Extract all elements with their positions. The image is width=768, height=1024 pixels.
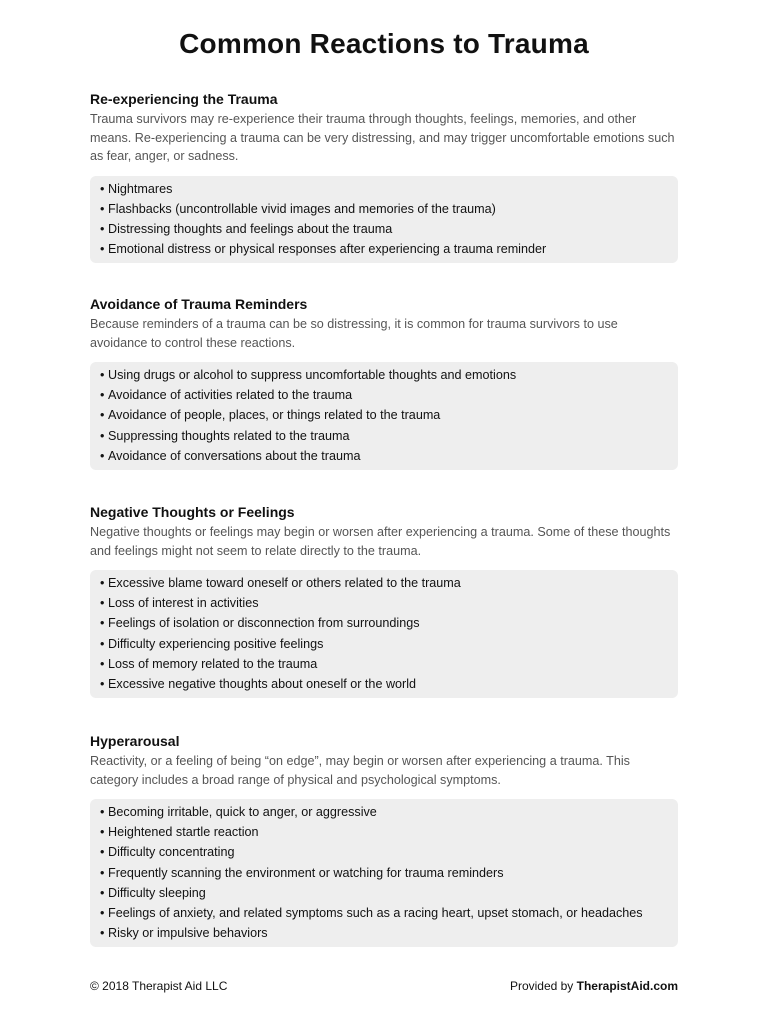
bullet-icon: • xyxy=(100,865,105,880)
bullet-icon: • xyxy=(100,596,105,611)
symptom-list xyxy=(100,802,668,943)
provided-by xyxy=(510,979,678,993)
section-hyperarousal xyxy=(90,732,678,947)
bullet-icon: • xyxy=(100,805,105,819)
list-item: • Nightmares xyxy=(100,179,668,199)
symptom-list xyxy=(100,573,668,694)
list-item: • Avoidance of activities related to the trauma xyxy=(100,385,668,405)
section-re-experiencing xyxy=(90,90,678,263)
bullet-icon: • xyxy=(100,388,105,403)
list-item: • Difficulty experiencing positive feelings xyxy=(100,634,668,654)
list-item: • Heightened startle reaction xyxy=(100,822,668,842)
bullet-icon: • xyxy=(100,221,105,236)
bullet-icon: • xyxy=(100,242,105,257)
symptom-list-box xyxy=(90,176,678,264)
section-description: Reactivity, or a feeling of being “on edge”, may begin or worsen after experiencing a trauma. This category includes a broad range of physical and psychological symptoms. xyxy=(90,754,630,787)
page-title: Common Reactions to Trauma xyxy=(179,28,589,59)
bullet-icon: • xyxy=(100,845,105,860)
list-item: • Difficulty sleeping xyxy=(100,883,668,903)
symptom-list xyxy=(100,365,668,466)
section-heading: Hyperarousal xyxy=(90,733,180,749)
bullet-icon: • xyxy=(100,181,105,196)
bullet-icon: • xyxy=(100,448,105,463)
brand-link[interactable]: TherapistAid.com xyxy=(576,979,678,993)
bullet-icon: • xyxy=(100,656,105,671)
bullet-icon: • xyxy=(100,885,105,900)
symptom-list-box xyxy=(90,570,678,698)
symptom-list-box xyxy=(90,362,678,470)
bullet-icon: • xyxy=(100,428,105,443)
provided-by-label: Provided by xyxy=(509,979,577,993)
bullet-icon: • xyxy=(100,201,105,216)
bullet-icon: • xyxy=(100,636,105,651)
list-item: • Distressing thoughts and feelings about the trauma xyxy=(100,219,668,239)
list-item: • Using drugs or alcohol to suppress uncomfortable thoughts and emotions xyxy=(100,365,668,385)
section-heading: Negative Thoughts or Feelings xyxy=(90,504,295,520)
list-item: • Excessive blame toward oneself or others related to the trauma xyxy=(100,573,668,593)
list-item: • Frequently scanning the environment or watching for trauma reminders xyxy=(100,863,668,883)
list-item: • Loss of memory related to the trauma xyxy=(100,654,668,674)
section-heading: Re-experiencing the Trauma xyxy=(90,91,278,107)
list-item: • Becoming irritable, quick to anger, or aggressive xyxy=(100,802,668,822)
section-heading: Avoidance of Trauma Reminders xyxy=(90,296,308,312)
section-negative-thoughts xyxy=(90,503,678,698)
list-item: • Risky or impulsive behaviors xyxy=(100,923,668,943)
section-description: Trauma survivors may re-experience their trauma through thoughts, feelings, memories, and other means. Re-experiencing a trauma can be very distressing, and may trigger uncomfortable emotions such as fear, anger, or sadness. xyxy=(90,112,675,163)
list-item: • Emotional distress or physical responses after experiencing a trauma reminder xyxy=(100,239,668,259)
copyright-notice: © 2018 Therapist Aid LLC xyxy=(90,979,228,993)
bullet-icon: • xyxy=(100,825,105,840)
section-description: Because reminders of a trauma can be so distressing, it is common for trauma survivors to use avoidance to control these reactions. xyxy=(90,317,618,350)
list-item: • Flashbacks (uncontrollable vivid images and memories of the trauma) xyxy=(100,199,668,219)
bullet-icon: • xyxy=(100,677,105,692)
bullet-icon: • xyxy=(100,906,105,921)
page-footer xyxy=(90,979,678,993)
symptom-list-box xyxy=(90,799,678,947)
symptom-list xyxy=(100,179,668,260)
bullet-icon: • xyxy=(100,408,105,423)
bullet-icon: • xyxy=(100,616,105,631)
list-item: • Excessive negative thoughts about oneself or the world xyxy=(100,674,668,694)
list-item: • Difficulty concentrating xyxy=(100,842,668,862)
list-item: • Suppressing thoughts related to the trauma xyxy=(100,426,668,446)
section-avoidance xyxy=(90,295,678,470)
bullet-icon: • xyxy=(100,926,105,941)
section-description: Negative thoughts or feelings may begin or worsen after experiencing a trauma. Some of these thoughts and feelings might not seem to relate directly to the trauma. xyxy=(90,525,671,558)
list-item: • Feelings of anxiety, and related symptoms such as a racing heart, upset stomach, or headaches xyxy=(100,903,668,923)
list-item: • Feelings of isolation or disconnection from surroundings xyxy=(100,613,668,633)
list-item: • Avoidance of conversations about the trauma xyxy=(100,446,668,466)
bullet-icon: • xyxy=(100,576,105,590)
list-item: • Avoidance of people, places, or things related to the trauma xyxy=(100,405,668,425)
bullet-icon: • xyxy=(100,368,105,382)
list-item: • Loss of interest in activities xyxy=(100,593,668,613)
